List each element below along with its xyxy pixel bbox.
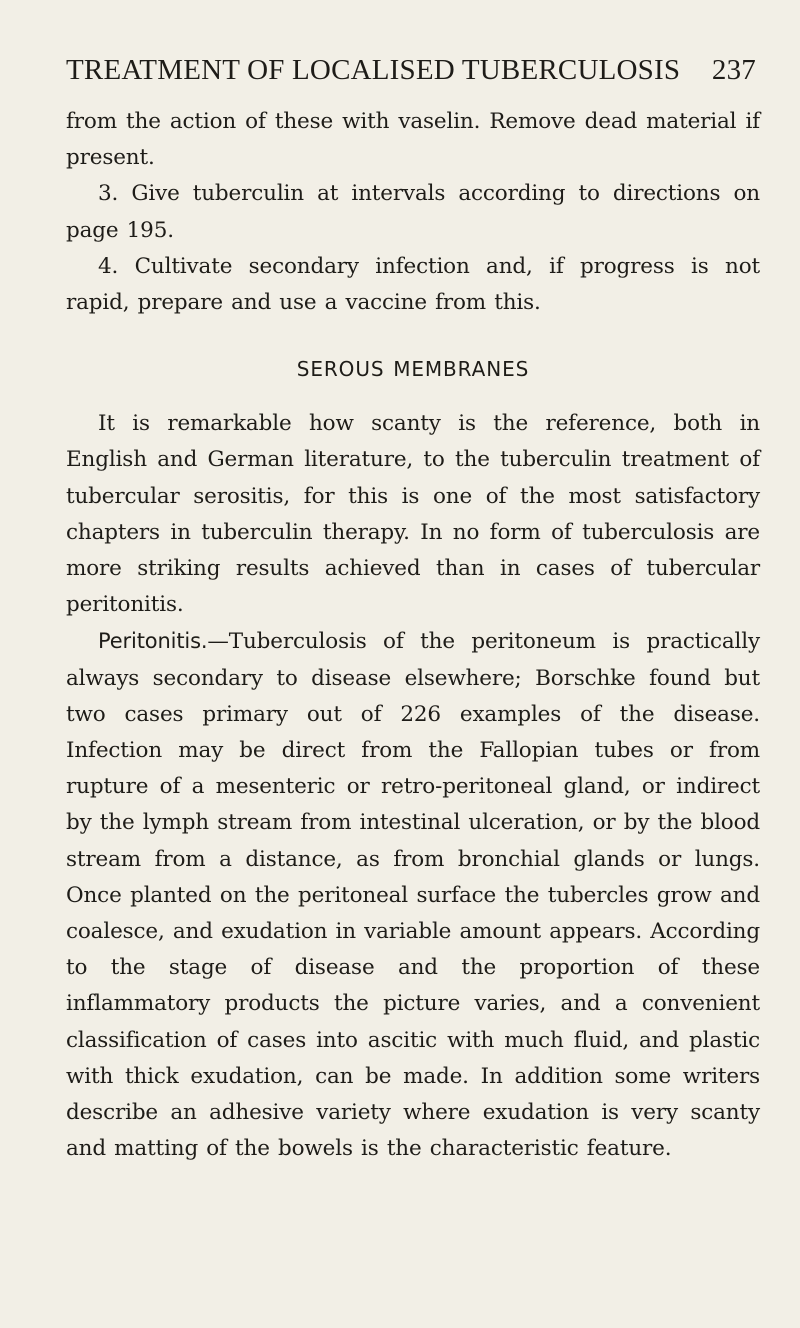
page-body [66,104,760,1167]
list-item: 3. Give tuberculin at intervals according to directions on page 195. [66,181,760,243]
body-paragraph [66,623,760,1167]
paragraph-text: —Tuberculosis of the peritoneum is practically always secondary to disease elsewhere; Borschke found but two cases primary out of 226 examples of the disease. Infection may be direct from the Fallopian tubes or from rupture of a mesenteric or retro-peritoneal gland, or indirect by the lymph stream from intestinal ulceration, or by the blood stream from a distance, as from bronchial glands or lungs. Once planted on the peritoneal surface the tubercles grow and coalesce, and exudation in variable amount appears. According to the stage of disease and the proportion of these inflammatory products the picture varies, and a convenient classification of cases into ascitic with much fluid, and plastic with thick exudation, can be made. In addition some writers describe an adhesive variety where exudation is very scanty and matting of the bowels is the characteristic feature. [66,629,761,1162]
running-head-title: TREATMENT OF LOCALISED TUBERCULOSIS [66,54,681,86]
body-paragraph: It is remarkable how scanty is the reference, both in English and German literature, to the tuberculin treatment of tubercular serositis, for this is one of the most satisfactory chapters in tuberculin therapy. In no form of tuberculosis are more striking results achieved than in cases of tubercular peritonitis. [66,411,760,618]
running-head [66,48,760,92]
page-number: 237 [711,54,756,86]
list-item: 4. Cultivate secondary infection and, if progress is not rapid, prepare and use a vaccine from this. [66,253,760,316]
run-in-subheading: Peritonitis. [98,629,208,654]
continuation-paragraph: from the action of these with vaselin. Remove dead material if present. [66,109,760,171]
section-heading: SEROUS MEMBRANES [296,357,530,382]
